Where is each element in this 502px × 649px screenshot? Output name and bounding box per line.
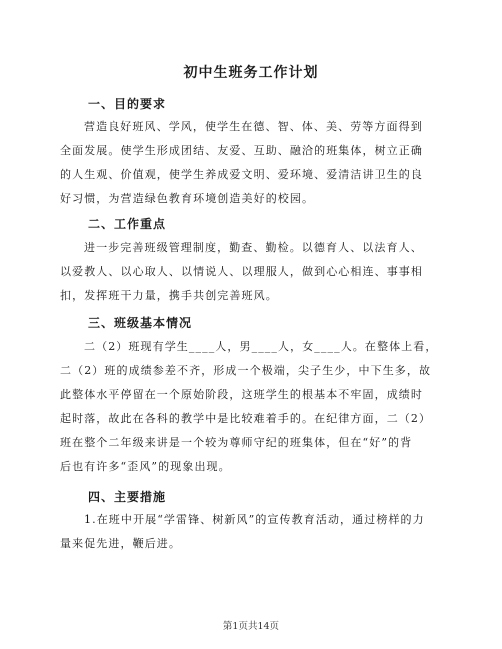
- section-heading-goals: 一、目的要求: [88, 97, 167, 111]
- section-body-measures: [60, 508, 444, 556]
- section-body-goals: [60, 115, 444, 211]
- paragraph-line: 起时落，故此在各科的教学中是比较难着手的。在纪律方面，二（2）: [60, 412, 432, 425]
- paragraph-line: 二（2）班现有学生____人，男____人，女____人。在整体上看，: [84, 340, 438, 353]
- section-body-focus: [60, 236, 444, 308]
- paragraph-line: 全面发展。使学生形成团结、友爱、互助、融洽的班集体，树立正确: [60, 144, 423, 157]
- paragraph-line: 此整体水平停留在一个原始阶段，这班学生的根基本不牢固，成绩时: [60, 388, 423, 401]
- section-heading-measures: 四、主要措施: [88, 490, 167, 504]
- paragraph-line: 扣，发挥班干力量，携手共创完善班风。: [60, 289, 278, 302]
- paragraph-line: 后也有许多“歪风”的现象出现。: [60, 460, 231, 473]
- paragraph-line: 以爱教人、以心取人、以情说人、以理服人，做到心心相连、事事相: [60, 265, 423, 278]
- section-heading-class-info: 三、班级基本情况: [88, 316, 193, 330]
- paragraph-line: 的人生观、价值观，使学生养成爱文明、爱环境、爱清洁讲卫生的良: [60, 168, 423, 181]
- paragraph-line: 量来促先进，鞭后进。: [60, 537, 181, 550]
- paragraph-line: 1.在班中开展“学雷锋、树新风”的宣传教育活动，通过榜样的力: [84, 513, 425, 526]
- paragraph-line: 营造良好班风、学风，使学生在德、智、体、美、劳等方面得到: [84, 120, 423, 133]
- paragraph-line: 进一步完善班级管理制度，勤查、勤检。以德育人、以法育人、: [84, 241, 423, 254]
- page-number-footer: 第1页共14页: [222, 621, 280, 632]
- document-title: 初中生班务工作计划: [183, 65, 319, 81]
- section-body-class-info: [60, 335, 444, 479]
- paragraph-line: 好习惯，为营造绿色教育环境创造美好的校园。: [60, 192, 315, 205]
- paragraph-line: 二（2）班的成绩参差不齐，形成一个极端，尖子生少，中下生多，故: [60, 364, 432, 377]
- section-heading-focus: 二、工作重点: [88, 217, 167, 231]
- paragraph-line: 班在整个二年级来讲是一个较为尊师守纪的班集体，但在“好”的背: [60, 436, 413, 449]
